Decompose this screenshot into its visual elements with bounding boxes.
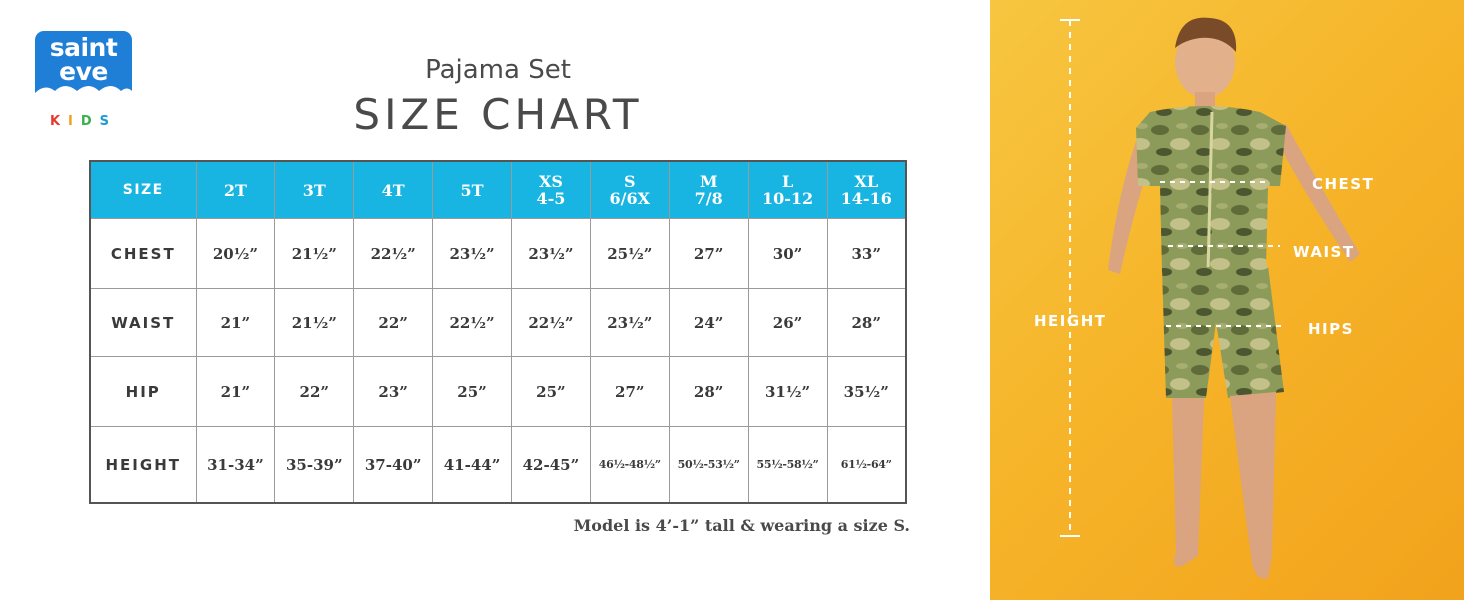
row-label: CHEST: [90, 219, 196, 289]
table-cell: 21½”: [275, 219, 354, 289]
table-cell: 30”: [748, 219, 827, 289]
column-header-subline: 7/8: [694, 189, 723, 208]
column-header-line: L: [781, 172, 794, 191]
model-note: Model is 4’-1” tall & wearing a size S.: [573, 516, 910, 535]
column-header-line: 3T: [302, 180, 326, 200]
logo-word-saint: saint: [49, 33, 118, 62]
table-row: [90, 289, 906, 357]
brand-logo: [35, 31, 132, 128]
column-header-subline: 6/6X: [609, 189, 651, 208]
table-cell: 55½-58½”: [748, 427, 827, 503]
column-header-subline: 14-16: [840, 189, 892, 208]
table-cell: 27”: [590, 357, 669, 427]
row-label: HIP: [90, 357, 196, 427]
column-header-subline: 4-5: [536, 189, 566, 208]
table-cell: 41-44”: [433, 427, 512, 503]
model-illustration: [990, 0, 1464, 600]
table-cell: 24”: [669, 289, 748, 357]
row-label: HEIGHT: [90, 427, 196, 503]
table-cell: 23½”: [512, 219, 591, 289]
table-cell: 22”: [275, 357, 354, 427]
column-header-line: S: [624, 172, 636, 191]
column-header-subline: 10-12: [761, 189, 814, 208]
table-cell: 22½”: [512, 289, 591, 357]
table-cell: 35-39”: [275, 427, 354, 503]
table-cell: 35½”: [827, 357, 906, 427]
table-cell: 22½”: [354, 219, 433, 289]
table-cell: 42-45”: [512, 427, 591, 503]
chart-title: SIZE CHART: [353, 90, 643, 139]
table-cell: 22½”: [433, 289, 512, 357]
logo-kids: [35, 115, 132, 129]
table-cell: 23½”: [590, 289, 669, 357]
column-header-line: M: [699, 172, 718, 191]
logo-kids-letter: K: [49, 114, 69, 129]
table-cell: 21”: [196, 357, 275, 427]
table-cell: 25½”: [590, 219, 669, 289]
column-header: [669, 161, 748, 219]
table-cell: 28”: [827, 289, 906, 357]
table-cell: 37-40”: [354, 427, 433, 503]
column-header: [748, 161, 827, 219]
table-cell: 61½-64”: [827, 427, 906, 503]
table-cell: 21”: [196, 289, 275, 357]
table-row: [90, 427, 906, 503]
size-header-label: SIZE: [90, 161, 196, 219]
table-cell: 28”: [669, 357, 748, 427]
table-cell: 33”: [827, 219, 906, 289]
waist-label: WAIST: [1293, 243, 1355, 261]
column-header: [433, 161, 512, 219]
camo-shorts: [1162, 266, 1284, 398]
column-header-line: 2T: [223, 180, 247, 200]
hips-label: HIPS: [1308, 320, 1354, 338]
table-cell: 31½”: [748, 357, 827, 427]
table-cell: 25”: [512, 357, 591, 427]
table-cell: 31-34”: [196, 427, 275, 503]
column-header-line: XS: [538, 172, 563, 191]
table-cell: 46½-48½”: [590, 427, 669, 503]
table-cell: 50½-53½”: [669, 427, 748, 503]
model-photo: [990, 0, 1464, 600]
logo-kids-letter: S: [99, 114, 118, 129]
column-header: [827, 161, 906, 219]
table-cell: 26”: [748, 289, 827, 357]
table-cell: 23”: [354, 357, 433, 427]
column-header-line: 5T: [460, 180, 484, 200]
column-header: [196, 161, 275, 219]
column-header-line: XL: [854, 172, 879, 191]
table-cell: 22”: [354, 289, 433, 357]
chest-label: CHEST: [1312, 175, 1375, 193]
table-row: [90, 357, 906, 427]
column-header: [590, 161, 669, 219]
table-header-row: [90, 161, 906, 219]
row-label: WAIST: [90, 289, 196, 357]
table-cell: 25”: [433, 357, 512, 427]
height-label: HEIGHT: [1034, 312, 1107, 330]
table-row: [90, 219, 906, 289]
table-cell: 27”: [669, 219, 748, 289]
column-header: [275, 161, 354, 219]
table-cell: 20½”: [196, 219, 275, 289]
table-cell: 21½”: [275, 289, 354, 357]
logo-word-eve: eve: [59, 57, 108, 86]
size-chart-table: [89, 160, 907, 504]
logo-badge: [35, 31, 132, 105]
column-header-line: 4T: [381, 180, 405, 200]
chart-subtitle: Pajama Set: [425, 55, 571, 85]
column-header: [354, 161, 433, 219]
logo-kids-letter: I: [68, 114, 81, 129]
table-cell: 23½”: [433, 219, 512, 289]
column-header: [512, 161, 591, 219]
logo-kids-letter: D: [80, 114, 100, 129]
